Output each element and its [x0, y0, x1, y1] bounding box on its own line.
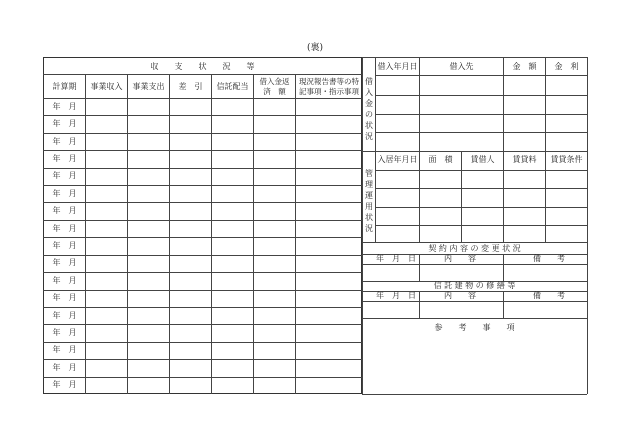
contract-header-content: 内 容 [444, 254, 476, 263]
period-row-label: 年 月 [52, 293, 77, 302]
period-row-label: 年 月 [52, 119, 77, 128]
repairs-title: 信 託 建 物 の 修 繕 等 [433, 281, 516, 290]
period-row-label: 年 月 [52, 171, 77, 180]
loan-header-date: 借入年月日 [377, 62, 418, 71]
period-row-label: 年 月 [52, 206, 77, 215]
header-balance: 差 引 [178, 82, 203, 91]
contract-changes-title: 契 約 内 容 の 変 更 状 況 [428, 244, 521, 253]
contract-header-date: 年 月 日 [376, 254, 416, 263]
mgmt-header-tenant: 賃借人 [470, 155, 495, 164]
header-loan-repayment: 借入金返済 額 [259, 77, 290, 96]
repairs-header-remarks: 備 考 [533, 291, 565, 300]
period-row-label: 年 月 [52, 102, 77, 111]
income-status-title: 収 支 状 況 等 [150, 62, 255, 71]
header-income: 事業収入 [90, 82, 123, 91]
period-row-label: 年 月 [52, 276, 77, 285]
mgmt-header-terms: 賃貸条件 [550, 155, 583, 164]
loan-header-lender: 借入先 [449, 62, 474, 71]
contract-header-remarks: 備 考 [533, 254, 565, 263]
period-row-label: 年 月 [52, 189, 77, 198]
management-status-side-label: 管理運用状況 [365, 169, 373, 233]
repairs-header-content: 内 容 [444, 291, 476, 300]
period-row-label: 年 月 [52, 363, 77, 372]
mgmt-header-rent: 賃貸料 [512, 155, 537, 164]
header-remarks: 現況報告書等の特記事項・指示事項 [299, 77, 359, 96]
header-period: 計算期 [52, 82, 77, 91]
period-row-label: 年 月 [52, 380, 77, 389]
period-row-label: 年 月 [52, 328, 77, 337]
period-row-label: 年 月 [52, 345, 77, 354]
mgmt-header-date: 入居年月日 [377, 155, 418, 164]
loan-header-amount: 金 額 [512, 62, 537, 71]
loan-status-side-label: 借入金の状況 [365, 77, 373, 141]
period-row-label: 年 月 [52, 311, 77, 320]
repairs-header-date: 年 月 日 [376, 291, 416, 300]
period-row-label: 年 月 [52, 154, 77, 163]
mgmt-header-area: 面 積 [428, 155, 453, 164]
notes-title: 参 考 事 項 [434, 323, 515, 332]
header-dividend: 信託配当 [216, 82, 249, 91]
period-row-label: 年 月 [52, 137, 77, 146]
period-row-label: 年 月 [52, 241, 77, 250]
header-expense: 事業支出 [132, 82, 165, 91]
period-row-label: 年 月 [52, 258, 77, 267]
page-label: (裏) [306, 43, 324, 53]
loan-header-rate: 金 利 [554, 62, 579, 71]
period-row-label: 年 月 [52, 224, 77, 233]
